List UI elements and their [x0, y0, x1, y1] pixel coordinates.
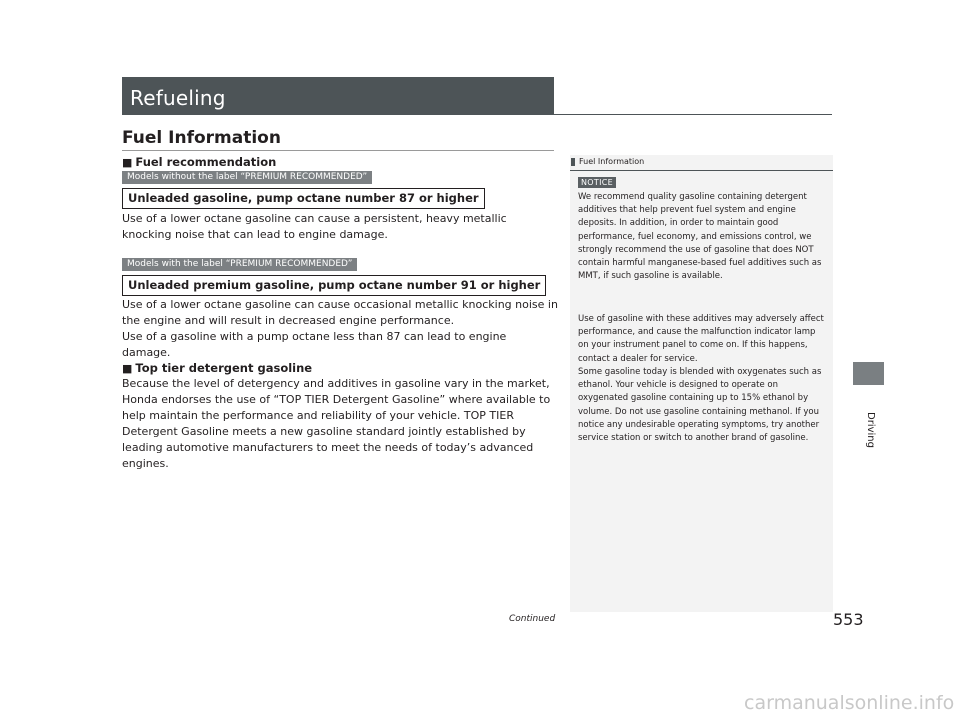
side-note-paragraph-2: Use of gasoline with these additives may adversely affect performance, and cause the malfunction indicator lamp on your instrument panel to come on. If this happens, contact a dealer for service. — [578, 314, 824, 364]
side-note-title: Fuel Information — [579, 157, 645, 166]
paragraph-premium-warning: Use of a lower octane gasoline can cause occasional metallic knocking noise in the engine and will result in decreased engine performance. — [122, 298, 558, 327]
fuel-spec-box-premium: Unleaded premium gasoline, pump octane number 91 or higher — [122, 275, 546, 296]
paragraph-octane-warning: Use of a gasoline with a pump octane less than 87 can lead to engine damage. — [122, 330, 507, 359]
paragraph-top-tier: Because the level of detergency and additives in gasoline vary in the market, Honda endorses the use of “TOP TIER Detergent Gasoline” where available to help maintain the performance and reliability of your vehicle. TOP TIER Detergent Gasoline meets a new gasoline standard jointly established by leading automotive manufacturers to meet the needs of today’s advanced engines. — [122, 377, 551, 470]
chapter-tab-marker — [853, 362, 884, 385]
fuel-spec-box-regular: Unleaded gasoline, pump octane number 87 or higher — [122, 188, 485, 209]
square-bullet-icon: ■ — [122, 362, 133, 375]
watermark: carmanualsonline.info — [744, 692, 955, 714]
page-title: Refueling — [130, 86, 226, 110]
side-note-rule — [570, 170, 833, 171]
chapter-tab-label: Driving — [865, 412, 876, 448]
section-rule — [122, 150, 554, 151]
paragraph-regular-warning: Use of a lower octane gasoline can cause a persistent, heavy metallic knocking noise that can lead to engine damage. — [122, 212, 507, 241]
top-tier-heading — [122, 361, 312, 375]
side-note-notice-text: We recommend quality gasoline containing detergent additives that help prevent fuel system and engine deposits. In addition, in order to maintain good performance, fuel economy, and emissions control, we strongly recommend the use of gasoline that does NOT contain harmful manganese-based fuel additives such as MMT, if such gasoline is available. — [578, 192, 822, 282]
side-note-paragraph-3: Some gasoline today is blended with oxygenates such as ethanol. Your vehicle is designed to operate on oxygenated gasoline containing up to 15% ethanol by volume. Do not use gasoline containing methanol. If you notice any undesirable operating symptoms, try another service station or switch to another brand of gasoline. — [578, 367, 822, 444]
model-tag-without-premium: Models without the label “PREMIUM RECOMMENDED” — [122, 171, 372, 184]
model-tag-with-premium: Models with the label “PREMIUM RECOMMENDED” — [122, 258, 357, 271]
page-number: 553 — [833, 610, 864, 629]
section-title: Fuel Information — [122, 128, 281, 148]
fuel-recommendation-heading-text: Fuel recommendation — [135, 155, 277, 169]
continued-label: Continued — [509, 614, 556, 624]
notice-badge: NOTICE — [578, 177, 616, 188]
square-bullet-icon: ■ — [122, 156, 133, 169]
reference-icon — [571, 158, 575, 166]
header-rule — [554, 114, 832, 115]
fuel-recommendation-heading — [122, 155, 276, 169]
top-tier-heading-text: Top tier detergent gasoline — [135, 361, 313, 375]
